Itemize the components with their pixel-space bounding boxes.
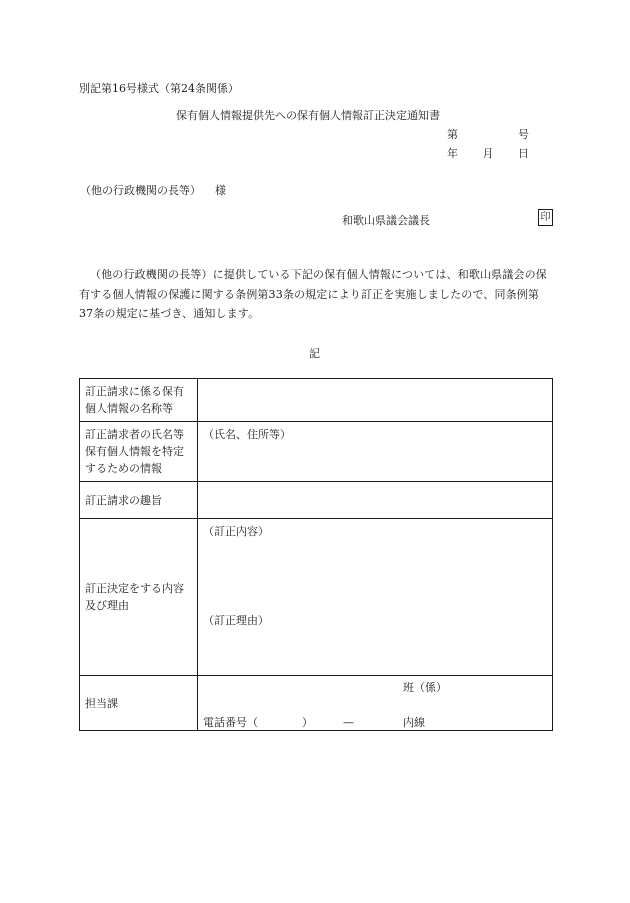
section-label: 班（係） xyxy=(403,681,447,694)
decision-content-hint: （訂正内容） xyxy=(203,525,269,538)
table-row xyxy=(80,482,553,519)
table-row xyxy=(80,519,553,676)
field-purpose[interactable] xyxy=(198,482,553,519)
correction-details-table xyxy=(79,378,553,731)
ki-heading: 記 xyxy=(309,347,320,360)
row-label-requester: 訂正請求者の氏名等保有個人情報を特定するための情報 xyxy=(80,422,198,482)
extension-label: 内線 xyxy=(403,716,425,729)
number-prefix: 第 xyxy=(447,128,458,141)
field-info-name[interactable] xyxy=(198,379,553,422)
phone-label: 電話番号（ xyxy=(203,716,258,729)
field-requester[interactable] xyxy=(198,422,553,482)
row-label-info-name: 訂正請求に係る保有個人情報の名称等 xyxy=(80,379,198,422)
row-label-purpose: 訂正請求の趣旨 xyxy=(80,482,198,519)
phone-close: ） xyxy=(302,716,313,729)
sender-name: 和歌山県議会議長 xyxy=(342,214,430,227)
row-label-decision: 訂正決定をする内容及び理由 xyxy=(80,519,198,676)
addressee-name: （他の行政機関の長等） xyxy=(80,184,201,197)
decision-reason-hint: （訂正理由） xyxy=(203,614,269,627)
body-text: （他の行政機関の長等）に提供している下記の保有個人情報については、和歌山県議会の保有する個人情報の保護に関する条例第33条の規定により訂正を実施しましたので、同条例第37条の規定に基づき、通知します。 xyxy=(79,268,547,320)
seal-stamp: 印 xyxy=(538,209,553,226)
table-row xyxy=(80,676,553,731)
document-title: 保有個人情報提供先への保有個人情報訂正決定通知書 xyxy=(176,109,440,122)
field-decision[interactable] xyxy=(198,519,553,676)
table-row xyxy=(80,379,553,422)
number-suffix: 号 xyxy=(518,128,529,141)
addressee xyxy=(80,182,226,198)
requester-hint: （氏名、住所等） xyxy=(203,428,291,441)
form-number: 別記第16号様式（第24条関係） xyxy=(79,82,239,95)
table-row xyxy=(80,422,553,482)
document-number-line xyxy=(447,126,529,142)
addressee-honorific: 様 xyxy=(215,184,226,197)
date-day: 日 xyxy=(518,147,529,160)
date-month: 月 xyxy=(482,147,494,160)
row-label-department: 担当課 xyxy=(80,676,198,731)
date-year: 年 xyxy=(447,147,458,160)
field-department[interactable] xyxy=(198,676,553,731)
date-line xyxy=(447,145,529,161)
phone-dash: — xyxy=(343,716,354,729)
